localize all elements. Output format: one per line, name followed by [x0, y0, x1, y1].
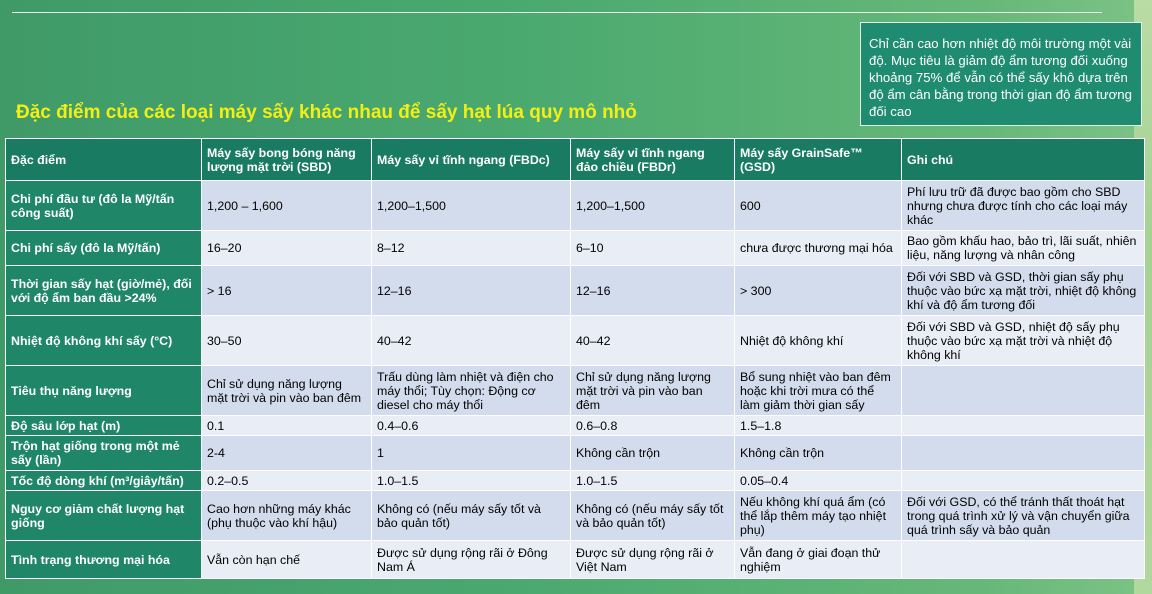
- table-cell: Không cần trộn: [735, 436, 902, 471]
- row-label: Chi phí đầu tư (đô la Mỹ/tấn công suất): [6, 181, 202, 231]
- table-cell: 0.05–0.4: [735, 471, 902, 491]
- table-cell: 12–16: [372, 266, 571, 316]
- table-header-row: [6, 139, 1145, 181]
- table-row: [6, 366, 1145, 416]
- table-cell: 600: [735, 181, 902, 231]
- table-cell: 2-4: [202, 436, 372, 471]
- table-cell: Đối với SBD và GSD, thời gian sấy phụ thuộc vào bức xạ mặt trời, nhiệt độ không khí và độ ẩm tương đối: [902, 266, 1145, 316]
- table-cell: 1,200–1,500: [571, 181, 735, 231]
- column-header: Máy sấy bong bóng năng lượng mặt trời (SBD): [202, 139, 372, 181]
- table-cell: [902, 416, 1145, 436]
- column-header: Đặc điểm: [6, 139, 202, 181]
- table-cell: 1.5–1.8: [735, 416, 902, 436]
- table-cell: 1.0–1.5: [571, 471, 735, 491]
- table-cell: 8–12: [372, 231, 571, 266]
- table-row: [6, 231, 1145, 266]
- table-cell: Không có (nếu máy sấy tốt và bảo quản tốt): [571, 491, 735, 541]
- column-header: Máy sấy vỉ tĩnh ngang đảo chiều (FBDr): [571, 139, 735, 181]
- table-cell: Phí lưu trữ đã được bao gồm cho SBD nhưng chưa được tính cho các loại máy khác: [902, 181, 1145, 231]
- row-label: Thời gian sấy hạt (giờ/mẻ), đối với độ ẩm ban đầu >24%: [6, 266, 202, 316]
- table-cell: 1,200–1,500: [372, 181, 571, 231]
- table-cell: [902, 471, 1145, 491]
- table-cell: 1: [372, 436, 571, 471]
- top-divider: [12, 12, 1102, 13]
- table-cell: 0.2–0.5: [202, 471, 372, 491]
- table-cell: Nếu không khí quá ẩm (có thể lắp thêm máy tạo nhiệt phụ): [735, 491, 902, 541]
- table-cell: 16–20: [202, 231, 372, 266]
- note-callout: Chỉ cần cao hơn nhiệt độ môi trường một vài độ. Mục tiêu là giảm độ ẩm tương đối xuống khoảng 75% để vẫn có thể sấy khô dựa trên độ ẩm cân bằng trong thời gian độ ẩm tương đối cao: [860, 22, 1142, 126]
- column-header: Máy sấy vỉ tĩnh ngang (FBDc): [372, 139, 571, 181]
- table-cell: > 16: [202, 266, 372, 316]
- table-row: [6, 436, 1145, 471]
- table-cell: chưa được thương mại hóa: [735, 231, 902, 266]
- row-label: Tốc độ dòng khí (m³/giây/tấn): [6, 471, 202, 491]
- table-cell: 40–42: [372, 316, 571, 366]
- table-row: [6, 471, 1145, 491]
- table-cell: 6–10: [571, 231, 735, 266]
- page-title: Đặc điểm của các loại máy sấy khác nhau để sấy hạt lúa quy mô nhỏ: [16, 102, 637, 123]
- table-cell: Chỉ sử dụng năng lượng mặt trời và pin vào ban đêm: [202, 366, 372, 416]
- table-cell: 0.6–0.8: [571, 416, 735, 436]
- table-cell: Không cần trộn: [571, 436, 735, 471]
- table-cell: Nhiệt độ không khí: [735, 316, 902, 366]
- table-cell: Cao hơn những máy khác (phụ thuộc vào khí hậu): [202, 491, 372, 541]
- table-cell: Bao gồm khấu hao, bảo trì, lãi suất, nhiên liệu, năng lượng và nhân công: [902, 231, 1145, 266]
- table-row: [6, 316, 1145, 366]
- table-cell: 12–16: [571, 266, 735, 316]
- table-cell: Vẫn đang ở giai đoạn thử nghiệm: [735, 541, 902, 579]
- table-cell: Đối với SBD và GSD, nhiệt độ sấy phụ thuộc vào bức xạ mặt trời và nhiệt độ không khí: [902, 316, 1145, 366]
- table-cell: [902, 436, 1145, 471]
- table-cell: Vẫn còn hạn chế: [202, 541, 372, 579]
- table-cell: [902, 366, 1145, 416]
- table-row: [6, 541, 1145, 579]
- table-cell: 40–42: [571, 316, 735, 366]
- table-cell: [902, 541, 1145, 579]
- table-cell: > 300: [735, 266, 902, 316]
- row-label: Độ sâu lớp hạt (m): [6, 416, 202, 436]
- dryer-comparison-table: [5, 138, 1145, 579]
- table-cell: 30–50: [202, 316, 372, 366]
- column-header: Ghi chú: [902, 139, 1145, 181]
- table-cell: 1,200 – 1,600: [202, 181, 372, 231]
- row-label: Tình trạng thương mại hóa: [6, 541, 202, 579]
- table-row: [6, 416, 1145, 436]
- row-label: Trộn hạt giống trong một mẻ sấy (lần): [6, 436, 202, 471]
- row-label: Tiêu thụ năng lượng: [6, 366, 202, 416]
- table-cell: Trấu dùng làm nhiệt và điện cho máy thổi; Tùy chọn: Động cơ diesel cho máy thổi: [372, 366, 571, 416]
- table-row: [6, 181, 1145, 231]
- table-cell: 0.1: [202, 416, 372, 436]
- table-cell: Chỉ sử dụng năng lượng mặt trời và pin vào ban đêm: [571, 366, 735, 416]
- table-cell: Không có (nếu máy sấy tốt và bảo quản tốt): [372, 491, 571, 541]
- row-label: Chi phí sấy (đô la Mỹ/tấn): [6, 231, 202, 266]
- row-label: Nhiệt độ không khí sấy (°C): [6, 316, 202, 366]
- row-label: Nguy cơ giảm chất lượng hạt giống: [6, 491, 202, 541]
- table-cell: Được sử dụng rộng rãi ở Việt Nam: [571, 541, 735, 579]
- table-cell: Đối với GSD, có thể tránh thất thoát hạt trong quá trình xử lý và vận chuyển giữa quá trình sấy và bảo quản: [902, 491, 1145, 541]
- column-header: Máy sấy GrainSafe™ (GSD): [735, 139, 902, 181]
- table-row: [6, 491, 1145, 541]
- table-row: [6, 266, 1145, 316]
- table-cell: Được sử dụng rộng rãi ở Đông Nam Á: [372, 541, 571, 579]
- table-cell: 0.4–0.6: [372, 416, 571, 436]
- table-cell: Bổ sung nhiệt vào ban đêm hoặc khi trời mưa có thể làm giảm thời gian sấy: [735, 366, 902, 416]
- table-cell: 1.0–1.5: [372, 471, 571, 491]
